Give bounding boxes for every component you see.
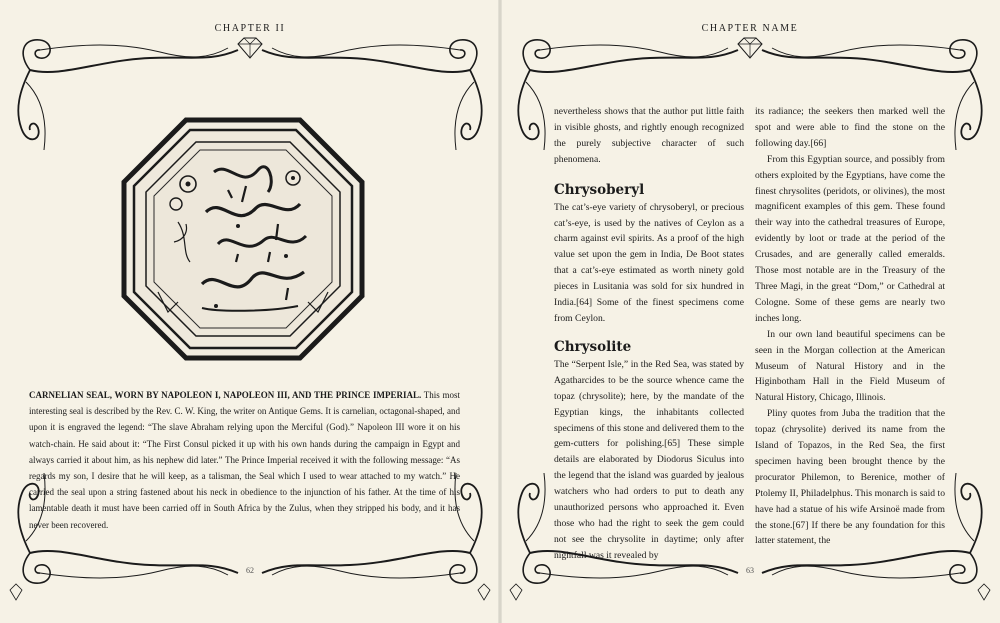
page-number-left: 62 <box>246 566 254 575</box>
running-head-left: CHAPTER II <box>214 23 286 34</box>
book-gutter <box>498 0 502 623</box>
paragraph: From this Egyptian source, and possibly from others exploited by the Egyptians, have come the finest chrysolites (peridots, or olivines), the most magnificent examples of this gem. These found their way into the cathedral treasures of Europe, evidently by loot or trade at the period of the Crusades, and are generally called emeralds. Those most notable are in the Treasury of the Three Magi, in the great “Dom,” or Cathedral at Cologne. Some of these gems are nearly two inches long. <box>755 153 945 324</box>
paragraph: The “Serpent Isle,” in the Red Sea, was stated by Agatharcides to be the source whence came the topaz (chrysolite); here, by the mandate of the Egyptian kings, the inhabitants collected specimens of this stone and delivered them to the gem-cutters for polishing.[65] These simple details are elaborated by Diodorus Siculus into the legend that the island was guarded by jealous watchers who had orders to put to death any unauthorized persons who approached it. Even those who had the right to seek the gem could not see the chrysolite in daytime; only after nightfall was it revealed by <box>554 358 744 561</box>
right-page <box>500 0 1000 623</box>
paragraph: The cat’s-eye variety of chrysoberyl, or precious cat’s-eye, is used by the natives of Ceylon as a charm against evil spirits. As a proof of the high value set upon the gem in India, De Boot states that a cat’s-eye estimated as worth ninety gold pieces in Lusitania was sold for six hundred in India.[64] Some of the finest specimens come from Ceylon. <box>554 201 744 324</box>
running-head-right: CHAPTER NAME <box>701 23 799 34</box>
carnelian-seal-illustration <box>118 112 368 364</box>
seal-caption <box>29 387 460 533</box>
paragraph: nevertheless shows that the author put little faith in visible ghosts, and rightly enough recognized the purely subjective character of such phenomena. <box>554 106 744 165</box>
paragraph: its radiance; the seekers then marked well the spot and were able to find the stone on the following day.[66] <box>755 106 945 149</box>
paragraph: In our own land beautiful specimens can be seen in the Morgan collection at the American Museum of Natural History and in the Higinbotham Hall in the Field Museum of Natural History, Chicago, Illinois. <box>755 328 945 404</box>
page-number-right: 63 <box>746 566 754 575</box>
paragraph: Pliny quotes from Juba the tradition that the topaz (chrysolite) derived its name from the Island of Topazos, in the Red Sea, the first specimen having been brought thence by the procurator Philemon, to Berenice, mother of Ptolemy II, Philadelphus. This monarch is said to have had a statue of his wife Arsinoë made from the stone.[67] If there be any foundation for this latter statement, the <box>755 408 945 547</box>
section-heading-chrysolite: Chrysolite <box>554 338 632 355</box>
caption-body: This most interesting seal is described by the Rev. C. W. King, the writer on Antique Gems. It is carnelian, octagonal-shaped, and upon it is engraved the legend: “The slave Abraham relying upon the Merciful (God).” Napoleon III wore it on his watch-chain. He said about it: “The First Consul picked it up with his own hands during the campaign in Egypt and always carried it about him, as his nephew did later.” The Prince Imperial received it with the following message: “As regards my son, I desire that he will keep, as a talisman, the Seal which I used to wear attached to my watch.” He carried the seal upon a string fastened about his neck in obedience to the injunction of his father. At the time of his lamentable death it must have been carried off in South Africa by the Zulus, when they stripped his body, and it has never been recovered. <box>29 390 460 530</box>
caption-heading: CARNELIAN SEAL, WORN BY NAPOLEON I, NAPOLEON III, AND THE PRINCE IMPERIAL. <box>29 390 422 400</box>
section-heading-chrysoberyl: Chrysoberyl <box>554 181 645 198</box>
text-column-2 <box>755 104 945 549</box>
text-column-1 <box>554 104 744 564</box>
